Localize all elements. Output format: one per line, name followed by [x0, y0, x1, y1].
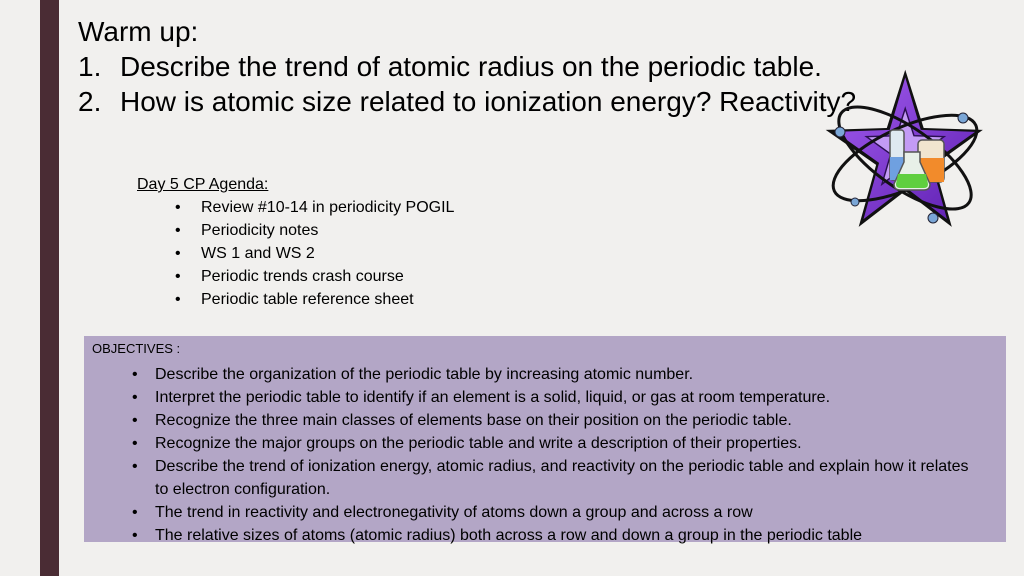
warmup-item-number: 1. [78, 51, 102, 82]
objective-item: • Interpret the periodic table to identify if an element is a solid, liquid, or gas at room temperature. [132, 386, 1006, 409]
objective-item: • Recognize the major groups on the periodic table and write a description of their properties. [132, 432, 1006, 455]
objectives-box [84, 336, 1006, 542]
agenda-item: • Periodicity notes [175, 219, 454, 242]
warmup-item-text: How is atomic size related to ionization energy? Reactivity? [120, 86, 857, 117]
warmup-item [78, 49, 878, 84]
objective-item: • The relative sizes of atoms (atomic radius) both across a row and down a group in the periodic table [132, 524, 1006, 547]
side-accent-bar [40, 0, 59, 576]
objectives-title: OBJECTIVES : [92, 341, 181, 356]
agenda-title: Day 5 CP Agenda: [137, 176, 269, 193]
agenda-item: • WS 1 and WS 2 [175, 242, 454, 265]
agenda-item: • Periodic table reference sheet [175, 288, 454, 311]
warmup-list [78, 49, 878, 119]
objectives-list [92, 363, 1006, 547]
objective-item: • Describe the organization of the periodic table by increasing atomic number. [132, 363, 1006, 386]
warmup-item [78, 84, 878, 119]
warmup-item-number: 2. [78, 86, 102, 117]
agenda-list [137, 196, 454, 311]
star-atom-beakers-icon [820, 62, 990, 244]
warmup-item-text: Describe the trend of atomic radius on the periodic table. [120, 51, 822, 82]
objective-item: • The trend in reactivity and electronegativity of atoms down a group and across a row [132, 501, 1006, 524]
agenda-item: • Periodic trends crash course [175, 265, 454, 288]
objective-item: • Describe the trend of ionization energy, atomic radius, and reactivity on the periodic table and explain how it relates to electron configuration. [132, 455, 1006, 501]
objective-item: • Recognize the three main classes of elements base on their position on the periodic table. [132, 409, 1006, 432]
agenda-item: • Review #10-14 in periodicity POGIL [175, 196, 454, 219]
warmup-title: Warm up: [78, 16, 199, 47]
warmup-section [78, 14, 878, 119]
agenda-section [137, 173, 454, 311]
